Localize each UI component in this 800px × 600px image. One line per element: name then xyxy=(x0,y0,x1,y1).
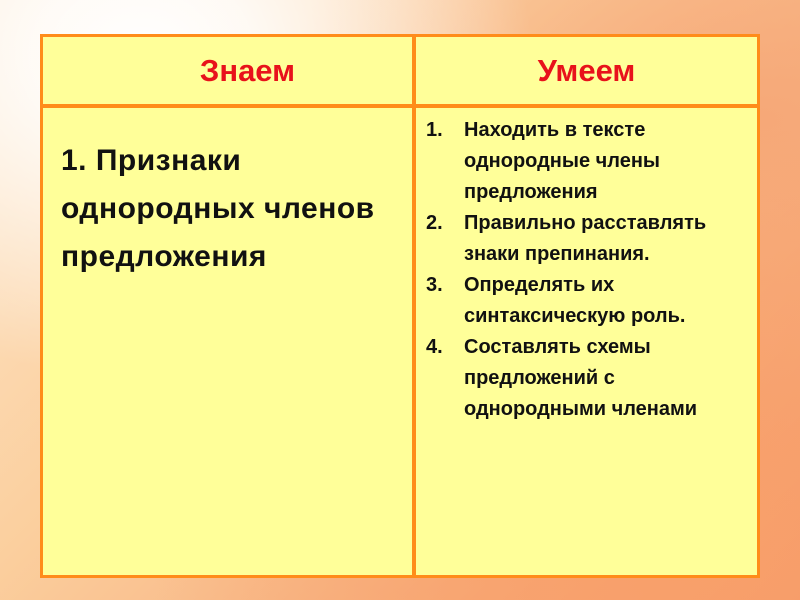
list-item-number: 4. xyxy=(426,336,443,358)
comparison-table xyxy=(40,34,760,578)
header-divider xyxy=(43,104,757,108)
list-item-number: 1. xyxy=(426,119,443,141)
list-item-text: Находить в тексте однородные члены предложения xyxy=(464,119,660,203)
header-can: Умеем xyxy=(537,52,636,88)
list-item-number: 2. xyxy=(426,212,443,234)
header-know: Знаем xyxy=(199,52,296,88)
list-item xyxy=(426,115,746,208)
list-item xyxy=(426,208,746,270)
know-item-1: 1. Признаки однородных членов предложения xyxy=(61,144,375,273)
list-item-text: Правильно расставлять знаки препинания. xyxy=(464,212,707,265)
list-item-text: Определять их синтаксическую роль. xyxy=(464,274,686,327)
list-item-text: Составлять схемы предложений с однородными членами xyxy=(464,336,698,420)
list-item xyxy=(426,332,746,425)
column-divider xyxy=(412,37,416,575)
list-item-number: 3. xyxy=(426,274,443,296)
list-item xyxy=(426,270,746,332)
skills-list xyxy=(426,115,746,425)
